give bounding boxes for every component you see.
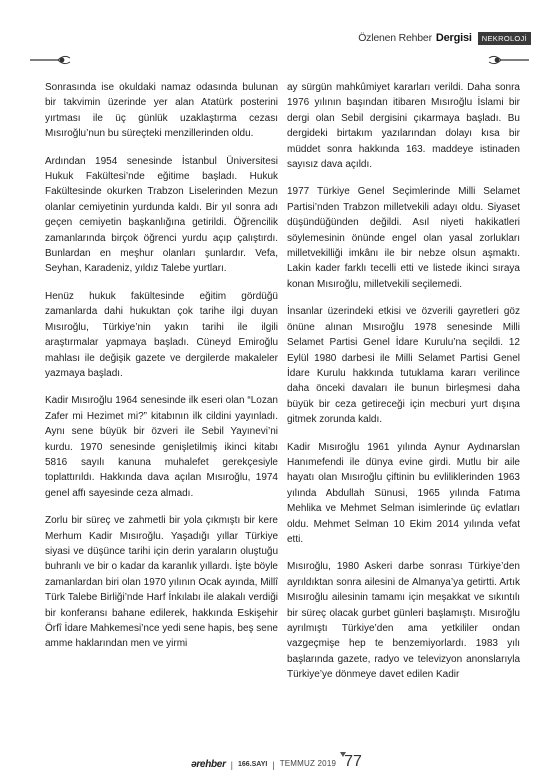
- page-marker-icon: [340, 752, 346, 757]
- header-prefix: Özlenen Rehber: [358, 32, 432, 44]
- section-badge: NEKROLOJİ: [478, 32, 531, 45]
- footer-separator: |: [230, 760, 234, 770]
- left-ornament-icon: [28, 54, 72, 66]
- footer-issue: 166.SAYI: [238, 761, 268, 768]
- footer-brand: ərehber: [191, 759, 226, 770]
- right-ornament-icon: [487, 54, 531, 66]
- page-header: [358, 31, 531, 45]
- footer-date: TEMMUZ 2019: [279, 759, 337, 768]
- page-footer: [0, 752, 553, 770]
- paragraph: Sonrasında ise okuldaki namaz odasında bulunan bir takvimin üzerinde yer alan Atatürk posterini yırtması ile üç günlük uzaklaştırma cezası Mısıroğlu’nun bu süreçteki menzillerinden oldu.: [45, 82, 278, 140]
- left-column: [45, 80, 278, 664]
- paragraph: Ardından 1954 senesinde İstanbul Üniversitesi Hukuk Fakültesi’nde eğitime başladı. Hukuk Fakültesinde okurken Trabzon Liselerinden Mezun olanlar cemiyetinin yurdunda kaldı. Bir yıl sonra adı geçen cemiyetin başkanlığına getirildi. Öğrencilik zamanlarında birçok öğrenci yurdu açıp çalıştırdı. Bunlardan en meşhur olanları şunlardır. Vefa, Seyhan, Karadeniz, yıldız Talebe yurtları.: [45, 155, 278, 275]
- paragraph: İnsanlar üzerindeki etkisi ve özverili gayretleri göz önüne alınan Mısıroğlu 1978 senesinde Milli Selamet Partisi Genel İdare Kurulu’na seçildi. 12 Eylül 1980 darbesi ile Milli Selamet Partisi Genel İdare Kurulu hakkında tutuklama kararı verilince daha önceki davaları ile bunun birleşmesi daha büyük bir ceza getireceği için mecburi yurt dışına gitmek zorunda kaldı.: [287, 306, 520, 426]
- footer-separator: |: [272, 760, 275, 770]
- page-number-text: 77: [344, 753, 362, 770]
- right-column: [287, 80, 520, 695]
- page-number: [341, 754, 362, 770]
- paragraph: Kadir Mısıroğlu 1961 yılında Aynur Aydınarslan Hanımefendi ile dünya evine girdi. Mutlu bir aile hayatı olan Mısıroğlu çiftinin bu evliliklerinden 1963 yılında Abdullah Sünusi, 1965 yılında Fatıma Mehlika ve Mehmet Selman isimlerinde üç evlatları oldu. Mehmet Selman 10 Ekim 2014 yılında vefat etti.: [287, 441, 520, 545]
- header-magazine: Dergisi: [435, 32, 472, 44]
- paragraph: Henüz hukuk fakültesinde eğitim gördüğü zamanlarda dahi hukuktan çok tarihe ilgi duyan Mısıroğlu, Türkiye’nin yakın tarihi ile ilgili araştırmalar yapmaya başladı. Cüneyd Emiroğlu mahlası ile değişik gazete ve dergilerde makaleler yazmaya başladı.: [45, 290, 278, 379]
- paragraph: Kadir Mısıroğlu 1964 senesinde ilk eseri olan “Lozan Zafer mi Hezimet mi?” kitabının ilk cildini yayınladı. Aynı sene büyük bir özveri ile Sebil Yayınevi’ni kurdu. 1970 senesinde genişletilmiş ikinci kitabı 5816 sayılı kanuna muhalefet gerekçesiyle toplattırıldı. Hakkında dava açılan Mısıroğlu, 1974 genel affı sayesinde ceza almadı.: [45, 395, 278, 499]
- paragraph: Zorlu bir süreç ve zahmetli bir yola çıkmıştı bir kere Merhum Kadir Mısıroğlu. Yaşadığı yıllar Türkiye siyasi ve düşünce tarihi için derin yaraların oluştuğu buhranlı ve bir o kadar da karanlık yıllardı. İşte böyle zamanlardan biri olan 1970 yılının Ocak ayında, Millî Türk Talebe Birliği’nde Harf İnkılabı ile alakalı verdiği bir konferansı bahane edilerek, hakkında Eskişehir Örfî İdare Mahkemesi’nce yedi sene hapis, beş sene amme haklarından men ve yirmi: [45, 515, 278, 650]
- paragraph: 1977 Türkiye Genel Seçimlerinde Milli Selamet Partisi’nden Trabzon milletvekili adayı oldu. Siyaset düşündüğünden değildi. Asıl niyeti hakikatleri söylemesinin önünde engel olan yasal zorlukları milletvekilliği imkânı ile bir nebze olsun aşmaktı. Lakin kader farklı tecelli etti ve listede ikinci sıraya konan Mısıroğlu, milletvekili seçilemedi.: [287, 186, 520, 290]
- paragraph: Mısıroğlu, 1980 Askeri darbe sonrası Türkiye’den ayrıldıktan sonra ailesini de Almanya’ya getirtti. Artık Mısıroğlu ailesinin tamamı için meşakkat ve sıkıntılı bir süreç olacak gurbet günleri başlamıştı. Mısıroğlu ayrılmıştı Türkiye’den ama yetkililer ondan vazgeçmişe hep te benzemiyorlardı. 1983 yılı başlarında gazete, radyo ve televizyon anonslarıyla Türkiye’ye dönmeye davet edilen Kadir: [287, 561, 520, 681]
- paragraph: ay sürgün mahkûmiyet kararları verildi. Daha sonra 1976 yılının başından itibaren Mısıroğlu İslami bir dergi olan Sebil dergisini çıkarmaya başladı. Bu dergideki birtakım yazılarından dolayı kısa bir müddet sonra hakkında 163. maddeye istinaden sayısız dava açıldı.: [287, 82, 520, 171]
